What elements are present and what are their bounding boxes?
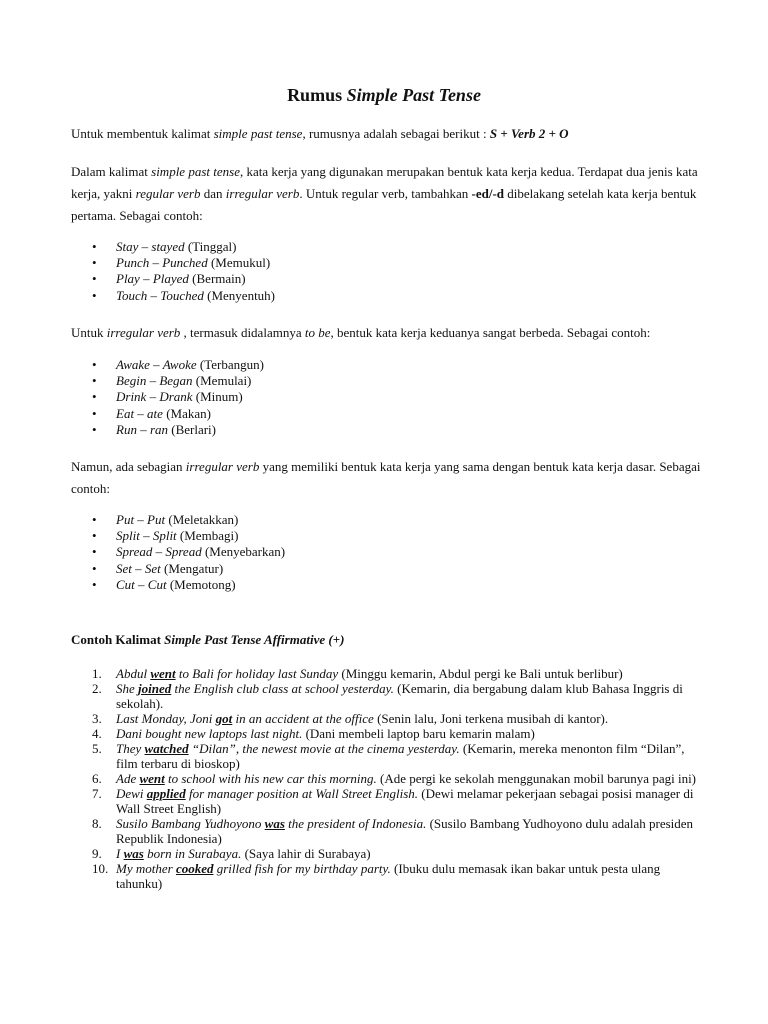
reg-text-3: dan <box>200 186 226 201</box>
sentence-start: Abdul <box>116 666 151 681</box>
verb-forms: Cut – Cut <box>116 576 167 592</box>
translation: (Dani membeli laptop baru kemarin malam) <box>302 726 535 741</box>
list-item <box>92 816 702 846</box>
list-item <box>92 561 285 577</box>
item-number: 9. <box>92 846 102 861</box>
list-item <box>92 528 285 544</box>
sentence-start: They <box>116 741 145 756</box>
sentence-end: “Dilan”, the newest movie at the cinema yesterday. <box>188 741 460 756</box>
list-item <box>92 271 275 287</box>
list-item <box>92 771 702 786</box>
verb-meaning: (Memulai) <box>192 373 252 389</box>
reg-text-4: . Untuk regular verb, tambahkan <box>299 186 472 201</box>
verb-meaning: (Mengatur) <box>160 560 224 576</box>
irregular-verb-list <box>92 357 264 438</box>
past-verb: went <box>150 666 176 681</box>
example-sentence-list <box>92 666 702 891</box>
verb-meaning: (Minum) <box>192 389 243 405</box>
verb-forms: Eat – ate <box>116 405 163 421</box>
list-item <box>92 422 264 438</box>
verb-meaning: (Meletakkan) <box>165 512 239 527</box>
title-italic: Simple Past Tense <box>346 85 481 105</box>
sentence-start: She <box>116 681 139 696</box>
verb-meaning: (Terbangun) <box>196 357 264 372</box>
past-verb: watched <box>144 741 189 756</box>
sentence-start: Ade <box>116 771 140 786</box>
verb-forms: Begin – Began <box>116 373 193 389</box>
past-verb: joined <box>138 681 172 696</box>
list-item <box>92 726 702 741</box>
irr-italic-1: irregular verb <box>106 325 181 340</box>
item-number: 7. <box>92 786 102 801</box>
title-plain: Rumus <box>287 85 347 105</box>
heading-italic: Simple Past Tense Affirmative (+) <box>164 632 345 647</box>
list-item <box>92 512 285 528</box>
sentence-start: I <box>116 846 124 861</box>
past-verb: applied <box>146 786 186 801</box>
list-item <box>92 711 702 726</box>
irr-text-1: Untuk <box>71 325 107 340</box>
reg-text-1: Dalam kalimat <box>71 164 152 179</box>
verb-meaning: (Menyentuh) <box>203 287 276 303</box>
irregular-verb-paragraph <box>71 322 711 344</box>
sentence-end: in an accident at the office <box>232 711 374 726</box>
verb-meaning: (Tinggal) <box>184 239 237 254</box>
sentence-end: to school with his new car this morning. <box>164 771 377 786</box>
translation: (Kemarin, mereka menonton film “Dilan”, film terbaru di bioskop) <box>116 741 685 771</box>
verb-meaning: (Berlari) <box>168 421 217 437</box>
reg-bold-suffix: -ed/-d <box>471 186 505 201</box>
sentence-end: grilled fish for my birthday party. <box>213 861 391 876</box>
list-item <box>92 861 702 891</box>
verb-meaning: (Bermain) <box>188 271 246 287</box>
past-verb: cooked <box>175 861 214 876</box>
item-number: 1. <box>92 666 102 681</box>
verb-forms: Play – Played <box>116 271 189 287</box>
verb-forms: Set – Set <box>116 560 161 576</box>
translation: (Dewi melamar pekerjaan sebagai posisi manager di Wall Street English) <box>116 786 694 816</box>
list-item <box>92 741 702 771</box>
list-item <box>92 239 275 255</box>
verb-forms: Run – ran <box>116 421 168 437</box>
sentence-end: born in Surabaya. <box>143 846 242 861</box>
reg-italic-1: simple past tense <box>151 164 240 179</box>
list-item <box>92 544 285 560</box>
sentence-end: to Bali for holiday last Sunday <box>175 666 339 681</box>
list-item <box>92 577 285 593</box>
sentence-start: Susilo Bambang Yudhoyono <box>116 816 265 831</box>
verb-forms: Split – Split <box>116 528 177 544</box>
translation: (Minggu kemarin, Abdul pergi ke Bali untuk berlibur) <box>338 666 623 681</box>
section-heading <box>71 632 344 648</box>
verb-meaning: (Memotong) <box>166 576 236 592</box>
regular-verb-paragraph <box>71 161 711 227</box>
irr-text-3: , bentuk kata kerja keduanya sangat berbeda. Sebagai contoh: <box>330 325 651 340</box>
translation: (Senin lalu, Joni terkena musibah di kantor). <box>373 711 609 726</box>
item-number: 5. <box>92 741 102 756</box>
formula: S + Verb 2 + O <box>489 126 569 141</box>
same-text-1: Namun, ada sebagian <box>71 459 186 474</box>
irr-text-2: , termasuk didalamnya <box>180 325 305 340</box>
item-number: 2. <box>92 681 102 696</box>
reg-italic-2: regular verb <box>135 186 201 201</box>
page-title <box>0 85 768 106</box>
item-number: 10. <box>92 861 109 876</box>
intro-text-2: , rumusnya adalah sebagai berikut : <box>302 126 490 141</box>
sentence-start: Dewi <box>116 786 147 801</box>
reg-text-2: , kata kerja yang digunakan merupakan bentuk kata kerja kedua. Terdapat dua jenis kata kerja, yakni <box>71 164 698 201</box>
verb-meaning: (Membagi) <box>176 528 239 544</box>
intro-paragraph <box>71 123 711 145</box>
regular-verb-list <box>92 239 275 304</box>
verb-forms: Spread – Spread <box>116 544 202 560</box>
reg-italic-3: irregular verb <box>225 186 300 201</box>
translation: (Ibuku dulu memasak ikan bakar untuk pesta ulang tahunku) <box>116 861 661 891</box>
list-item <box>92 357 264 373</box>
same-text-2: yang memiliki bentuk kata kerja yang sama dengan bentuk kata kerja dasar. Sebagai contoh: <box>71 459 701 496</box>
list-item <box>92 373 264 389</box>
sentence-start: My mother <box>116 861 176 876</box>
past-verb: got <box>215 711 233 726</box>
verb-forms: Drink – Drank <box>116 389 193 405</box>
list-item <box>92 666 702 681</box>
intro-italic-1: simple past tense <box>213 126 303 141</box>
past-verb: was <box>264 816 285 831</box>
verb-meaning: (Makan) <box>162 405 211 421</box>
translation: (Saya lahir di Surabaya) <box>241 846 371 861</box>
same-form-verb-list <box>92 512 285 593</box>
heading-plain: Contoh Kalimat <box>71 632 165 647</box>
list-item <box>92 255 275 271</box>
list-item <box>92 389 264 405</box>
sentence-end: the English club class at school yesterday. <box>171 681 394 696</box>
list-item <box>92 681 702 711</box>
item-number: 3. <box>92 711 102 726</box>
translation: (Kemarin, dia bergabung dalam klub Bahasa Inggris di sekolah). <box>116 681 683 711</box>
verb-meaning: (Menyebarkan) <box>201 544 286 560</box>
past-verb: was <box>123 846 144 861</box>
list-item <box>92 406 264 422</box>
same-italic-1: irregular verb <box>185 459 260 474</box>
reg-text-5: dibelakang setelah kata kerja bentuk pertama. Sebagai contoh: <box>71 186 697 223</box>
sentence-start: Last Monday, Joni <box>116 711 216 726</box>
item-number: 6. <box>92 771 102 786</box>
translation: (Ade pergi ke sekolah menggunakan mobil barunya pagi ini) <box>376 771 697 786</box>
item-number: 4. <box>92 726 102 741</box>
translation: (Susilo Bambang Yudhoyono dulu adalah presiden Republik Indonesia) <box>116 816 694 846</box>
list-item <box>92 786 702 816</box>
verb-forms: Punch – Punched <box>116 255 208 271</box>
verb-meaning: (Memukul) <box>207 255 271 271</box>
list-item <box>92 288 275 304</box>
list-item <box>92 846 702 861</box>
sentence-start: Dani bought new laptops last night. <box>116 726 303 741</box>
verb-forms: Awake – Awoke <box>116 357 197 372</box>
intro-text-1: Untuk membentuk kalimat <box>71 126 214 141</box>
sentence-end: the president of Indonesia. <box>284 816 427 831</box>
verb-forms: Put – Put <box>116 512 166 527</box>
same-form-paragraph <box>71 456 711 500</box>
verb-forms: Stay – stayed <box>116 239 185 254</box>
past-verb: went <box>139 771 165 786</box>
irr-italic-2: to be <box>304 325 331 340</box>
verb-forms: Touch – Touched <box>116 287 204 303</box>
item-number: 8. <box>92 816 102 831</box>
sentence-end: for manager position at Wall Street English. <box>185 786 419 801</box>
